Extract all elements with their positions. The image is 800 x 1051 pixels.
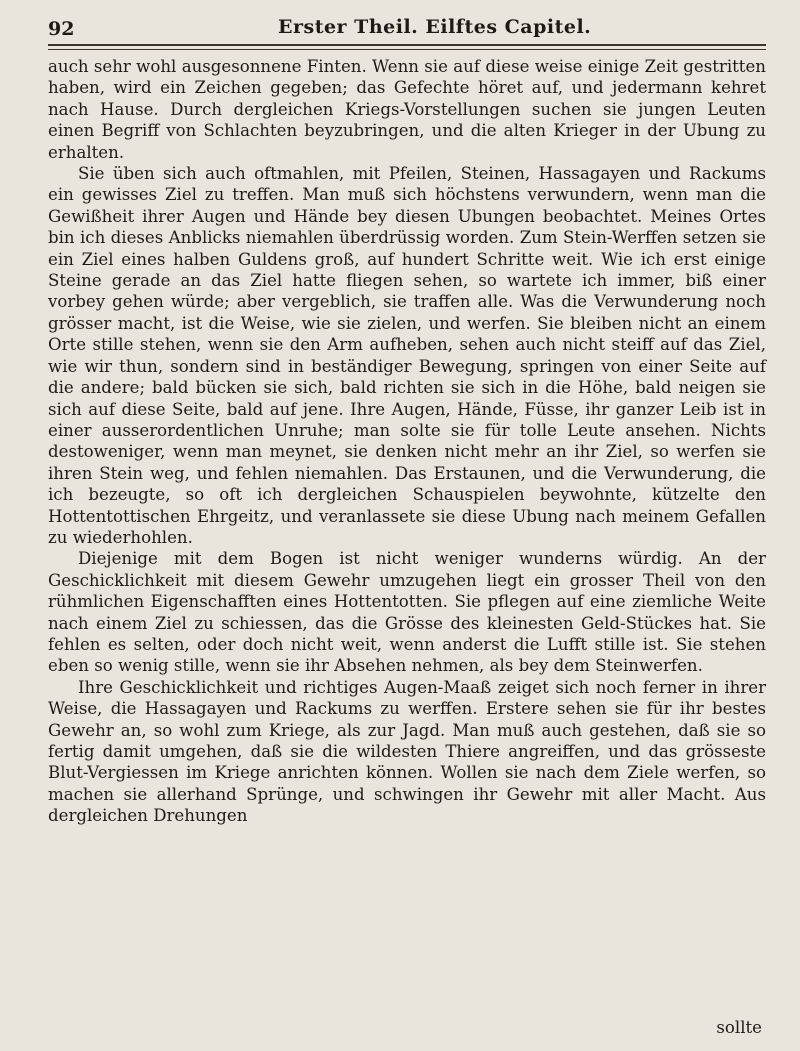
header-rule-thin [48,49,766,50]
catchword: sollte [716,1018,762,1037]
paragraph: Diejenige mit dem Bogen ist nicht weniger wunderns würdig. An der Geschicklichkeit mit diesem Gewehr umzugehen liegt ein grosser Theil von den rühmlichen Eigenschafften eines Hottentotten. Sie pflegen auf eine ziemliche Weite nach einem Ziel zu schiessen, das die Grösse des kleinesten Geld-Stückes hat. Sie fehlen es selten, oder doch nicht weit, wenn anderst die Lufft stille ist. Sie stehen eben so wenig stille, wenn sie ihr Absehen nehmen, als bey dem Steinwerfen. [48,549,766,676]
page-header [48,14,766,44]
page-number: 92 [48,18,75,40]
header-rule [48,44,766,46]
paragraph: auch sehr wohl ausgesonnene Finten. Wenn sie auf diese weise einige Zeit gestritten haben, wird ein Zeichen gegeben; das Gefechte höret auf, und jedermann kehret nach Hause. Durch dergleichen Kriegs-Vorstellungen suchen sie jungen Leuten einen Begriff von Schlachten beyzubringen, und die alten Krieger in der Ubung zu erhalten. [48,57,766,162]
paragraph: Ihre Geschicklichkeit und richtiges Augen-Maaß zeiget sich noch ferner in ihrer Weise, die Hassagayen und Rackums zu werffen. Erstere sehen sie für ihr bestes Gewehr an, so wohl zum Kriege, als zur Jagd. Man muß auch gestehen, daß sie so fertig damit umgehen, daß sie die wildesten Thiere angreiffen, und das grösseste Blut-Vergiessen im Kriege anrichten können. Wollen sie nach dem Ziele werfen, so machen sie allerhand Sprünge, und schwingen ihr Gewehr mit aller Macht. Aus dergleichen Drehungen [48,677,766,826]
body-text [48,56,766,827]
paragraph: Sie üben sich auch oftmahlen, mit Pfeilen, Steinen, Hassagayen und Rackums ein gewisses Ziel zu treffen. Man muß sich höchstens verwundern, wenn man die Gewißheit ihrer Augen und Hände bey diesen Ubungen beobachtet. Meines Ortes bin ich dieses Anblicks niemahlen überdrüssig worden. Zum Stein-Werffen setzen sie ein Ziel eines halben Guldens groß, auf hundert Schritte weit. Wie ich erst einige Steine gerade an das Ziel hatte fliegen sehen, so wartete ich immer, biß einer vorbey gehen würde; aber vergeblich, sie traffen alle. Was die Verwunderung noch grösser macht, ist die Weise, wie sie zielen, und werfen. Sie bleiben nicht an einem Orte stille stehen, wenn sie den Arm aufheben, sehen auch nicht steiff auf das Ziel, wie wir thun, sondern sind in beständiger Bewegung, springen von einer Seite auf die andere; bald bücken sie sich, bald richten sie sich in die Höhe, bald neigen sie sich auf diese Seite, bald auf jene. Ihre Augen, Hände, Füsse, ihr ganzer Leib ist in einer ausserordentlichen Unruhe; man solte sie für tolle Leute ansehen. Nichts destoweniger, wenn man meynet, sie denken nicht mehr an ihr Ziel, so werfen sie ihren Stein weg, und fehlen niemahlen. Das Erstaunen, und die Verwunderung, die ich bezeugte, so oft ich dergleichen Schauspielen beywohnte, kützelte den Hottentottischen Ehrgeitz, und veranlassete sie diese Ubung nach meinem Gefallen zu wiederhohlen. [48,164,766,547]
running-title: Erster Theil. Eilftes Capitel. [278,16,592,38]
